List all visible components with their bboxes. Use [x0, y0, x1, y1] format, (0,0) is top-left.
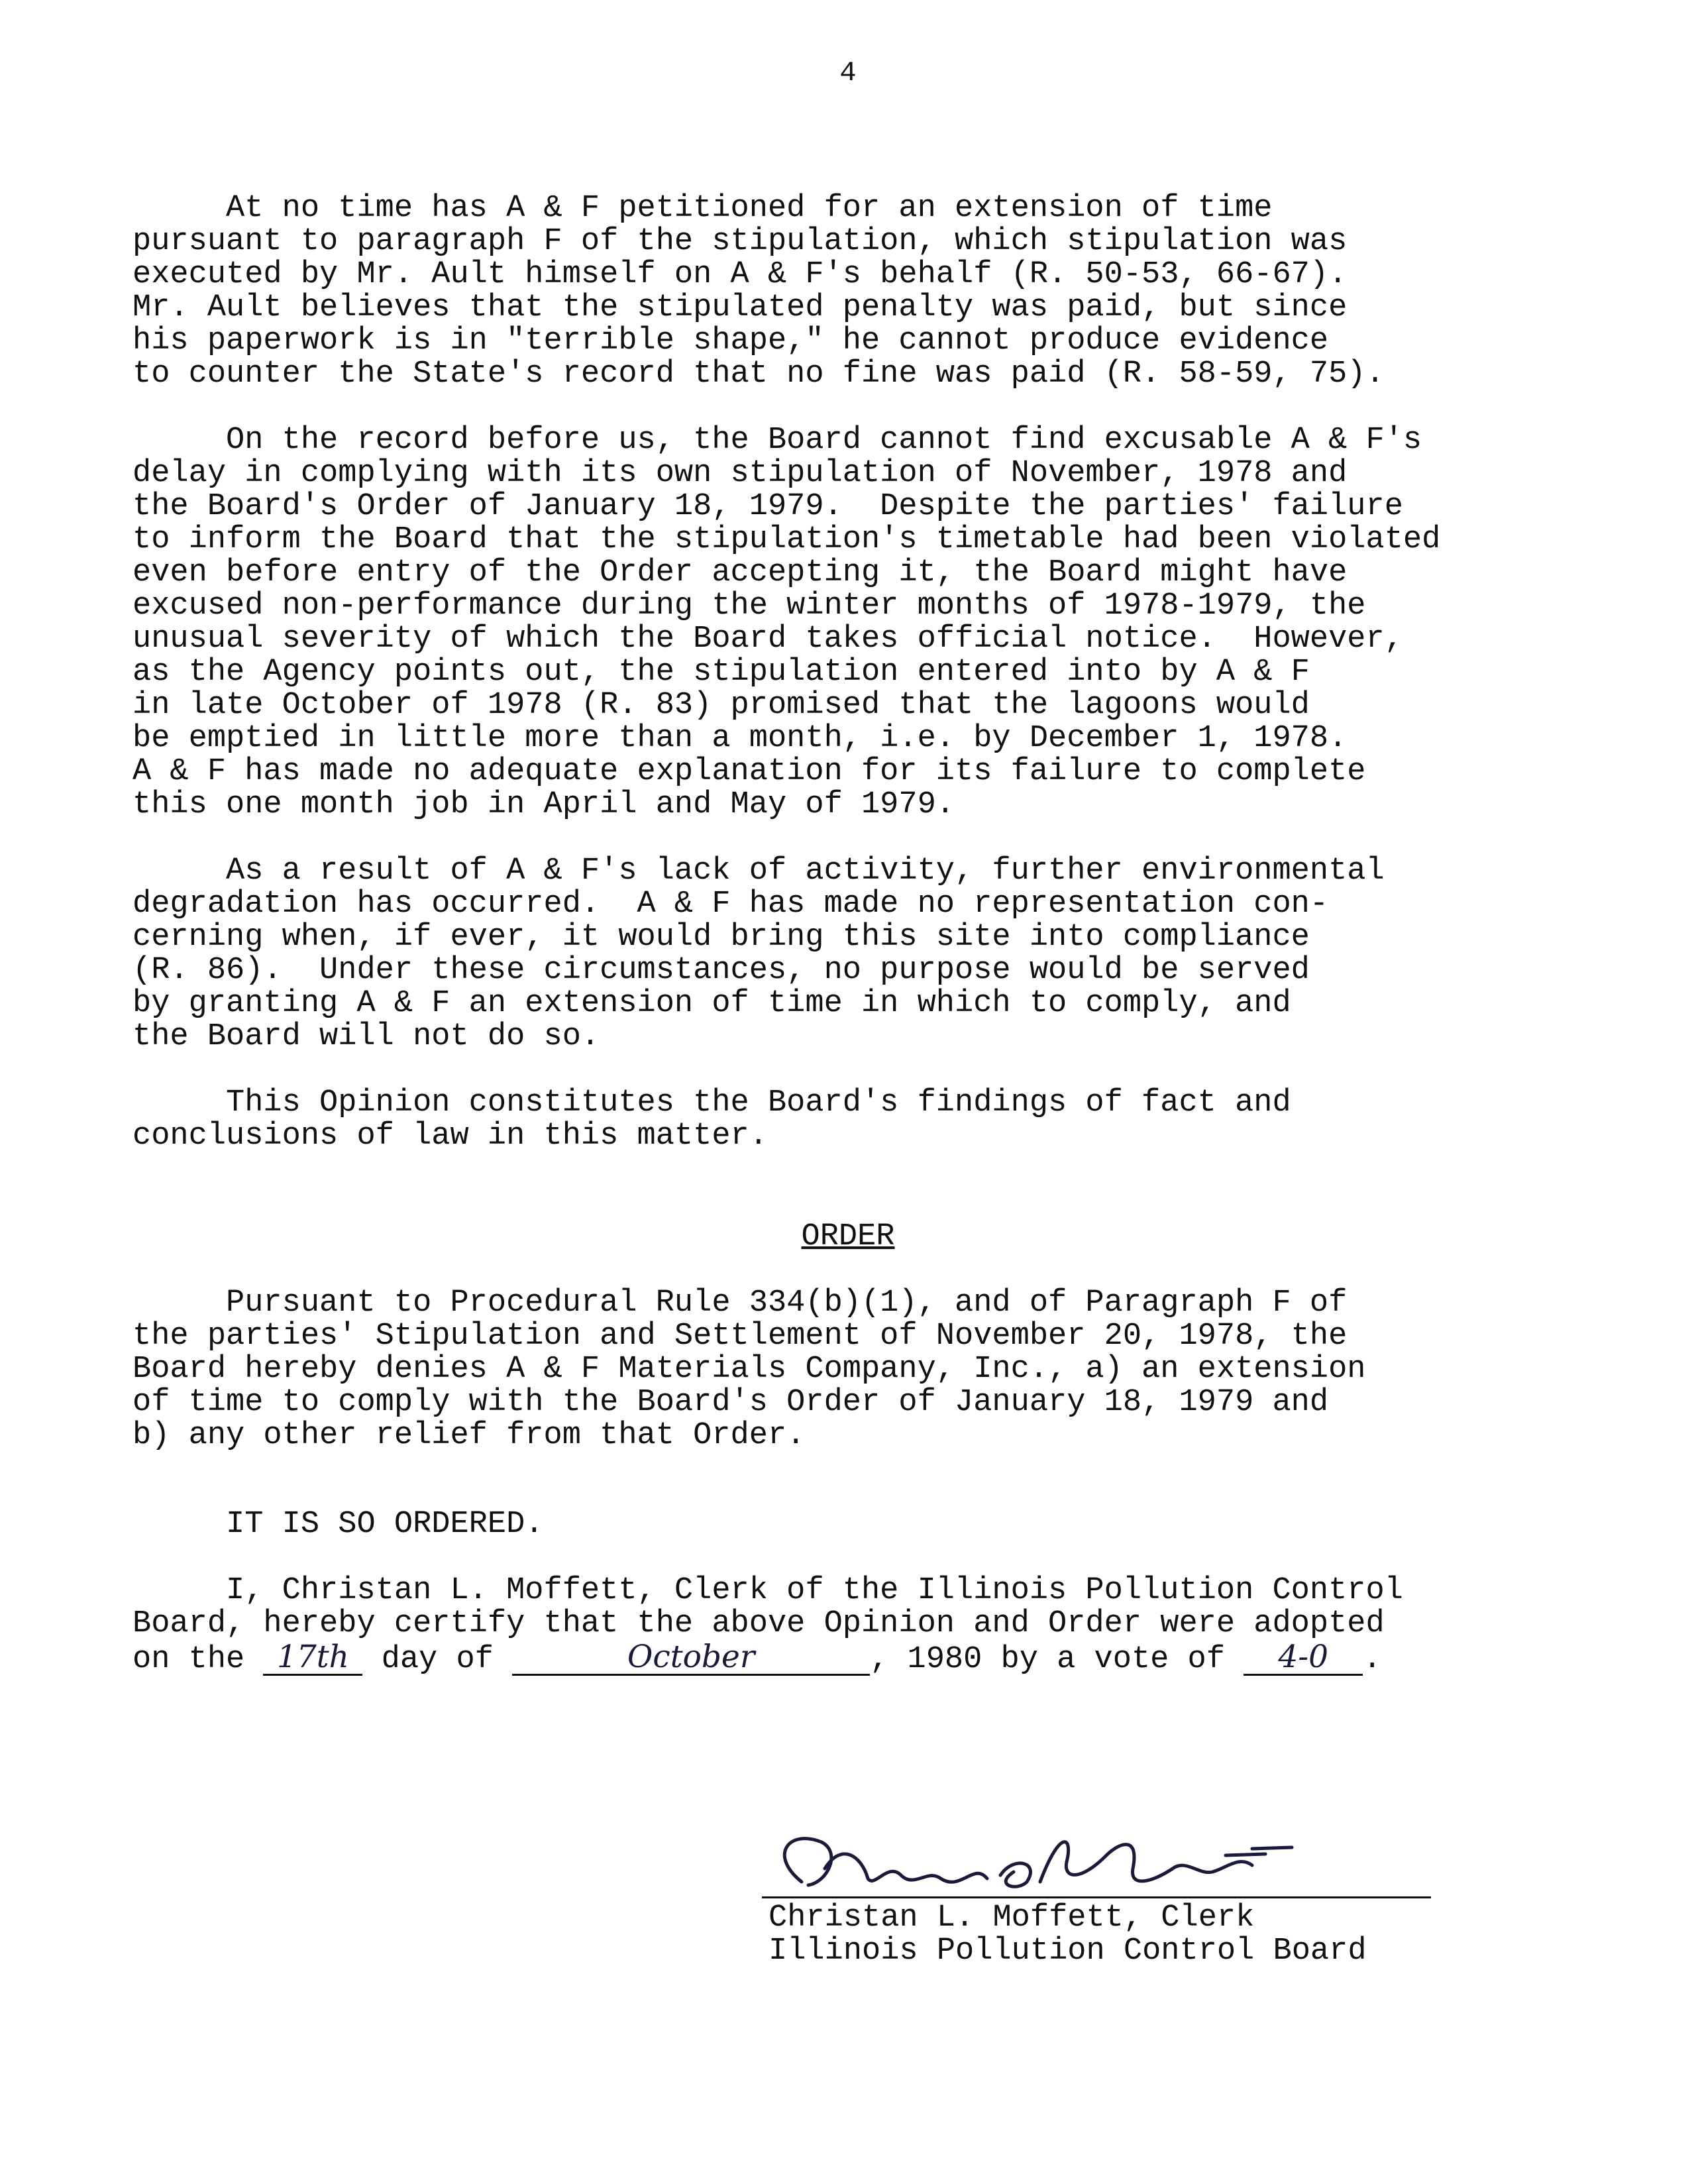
paragraph-2-line: be emptied in little more than a month, i.e. by December 1, 1978. [132, 721, 1348, 756]
paragraph-3-line: by granting A & F an extension of time in which to comply, and [132, 986, 1291, 1021]
paragraph-2-line: to inform the Board that the stipulation's timetable had been violated [132, 522, 1441, 557]
order-heading [0, 1221, 1696, 1254]
paragraph-2-line: the Board's Order of January 18, 1979. Despite the parties' failure [132, 489, 1403, 524]
paragraph-3-line: the Board will not do so. [132, 1019, 600, 1054]
order-paragraph-line: of time to comply with the Board's Order of January 18, 1979 and [132, 1385, 1329, 1420]
paragraph-2-line: On the record before us, the Board cannot find excusable A & F's [132, 423, 1422, 458]
paragraph-3-line: As a result of A & F's lack of activity, further environmental [132, 853, 1385, 889]
paragraph-2-line: delay in complying with its own stipulation of November, 1978 and [132, 456, 1348, 491]
signature-line [762, 1896, 1431, 1898]
paragraph-2-line: as the Agency points out, the stipulation entered into by A & F [132, 655, 1310, 690]
signer-name-title: Christan L. Moffett, Clerk [768, 1900, 1255, 1936]
order-paragraph-line: the parties' Stipulation and Settlement of November 20, 1978, the [132, 1319, 1348, 1354]
paragraph-1-line: Mr. Ault believes that the stipulated penalty was paid, but since [132, 290, 1348, 325]
order-paragraph-line: b) any other relief from that Order. [132, 1418, 806, 1453]
handwritten-signature [762, 1816, 1431, 1902]
paragraph-1-line: pursuant to paragraph F of the stipulation, which stipulation was [132, 224, 1348, 259]
paragraph-1-line: At no time has A & F petitioned for an extension of time [132, 191, 1273, 226]
cert-text-on-the: on the [132, 1642, 264, 1677]
certification-line-3 [132, 1641, 1381, 1676]
cert-text-year-vote: , 1980 by a vote of [870, 1642, 1244, 1677]
cert-text-day-of: day of [362, 1642, 513, 1677]
paragraph-3-line: cerning when, if ever, it would bring this site into compliance [132, 920, 1310, 955]
paragraph-1-line: executed by Mr. Ault himself on A & F's behalf (R. 50-53, 66-67). [132, 257, 1348, 292]
day-fill: 17th [263, 1641, 362, 1676]
paragraph-2-line: even before entry of the Order accepting it, the Board might have [132, 555, 1348, 590]
cert-text-period: . [1363, 1642, 1382, 1677]
paragraph-2-line: in late October of 1978 (R. 83) promised that the lagoons would [132, 688, 1310, 723]
page-number: 4 [839, 57, 857, 89]
certification-line-1: I, Christan L. Moffett, Clerk of the Illinois Pollution Control [132, 1573, 1403, 1608]
so-ordered-line: IT IS SO ORDERED. [132, 1507, 544, 1542]
paragraph-3-line: degradation has occurred. A & F has made no representation con- [132, 887, 1329, 922]
month-fill: October [512, 1641, 870, 1676]
order-heading-text: ORDER [801, 1219, 895, 1254]
certification-line-2: Board, hereby certify that the above Opinion and Order were adopted [132, 1606, 1385, 1641]
paragraph-2-line: excused non-performance during the winter months of 1978-1979, the [132, 588, 1366, 624]
paragraph-2-line: unusual severity of which the Board takes official notice. However, [132, 622, 1403, 657]
signer-organization: Illinois Pollution Control Board [768, 1934, 1367, 1969]
paragraph-4-line: conclusions of law in this matter. [132, 1119, 768, 1154]
paragraph-2-line: this one month job in April and May of 1979. [132, 787, 955, 822]
order-paragraph-line: Pursuant to Procedural Rule 334(b)(1), and of Paragraph F of [132, 1285, 1348, 1321]
paragraph-3-line: (R. 86). Under these circumstances, no purpose would be served [132, 953, 1310, 988]
paragraph-1-line: to counter the State's record that no fine was paid (R. 58-59, 75). [132, 356, 1385, 392]
paragraph-1-line: his paperwork is in "terrible shape," he cannot produce evidence [132, 323, 1329, 358]
paragraph-2-line: A & F has made no adequate explanation for its failure to complete [132, 754, 1366, 789]
order-paragraph-line: Board hereby denies A & F Materials Company, Inc., a) an extension [132, 1352, 1366, 1387]
paragraph-4-line: This Opinion constitutes the Board's findings of fact and [132, 1085, 1291, 1120]
vote-fill: 4-0 [1244, 1641, 1363, 1676]
